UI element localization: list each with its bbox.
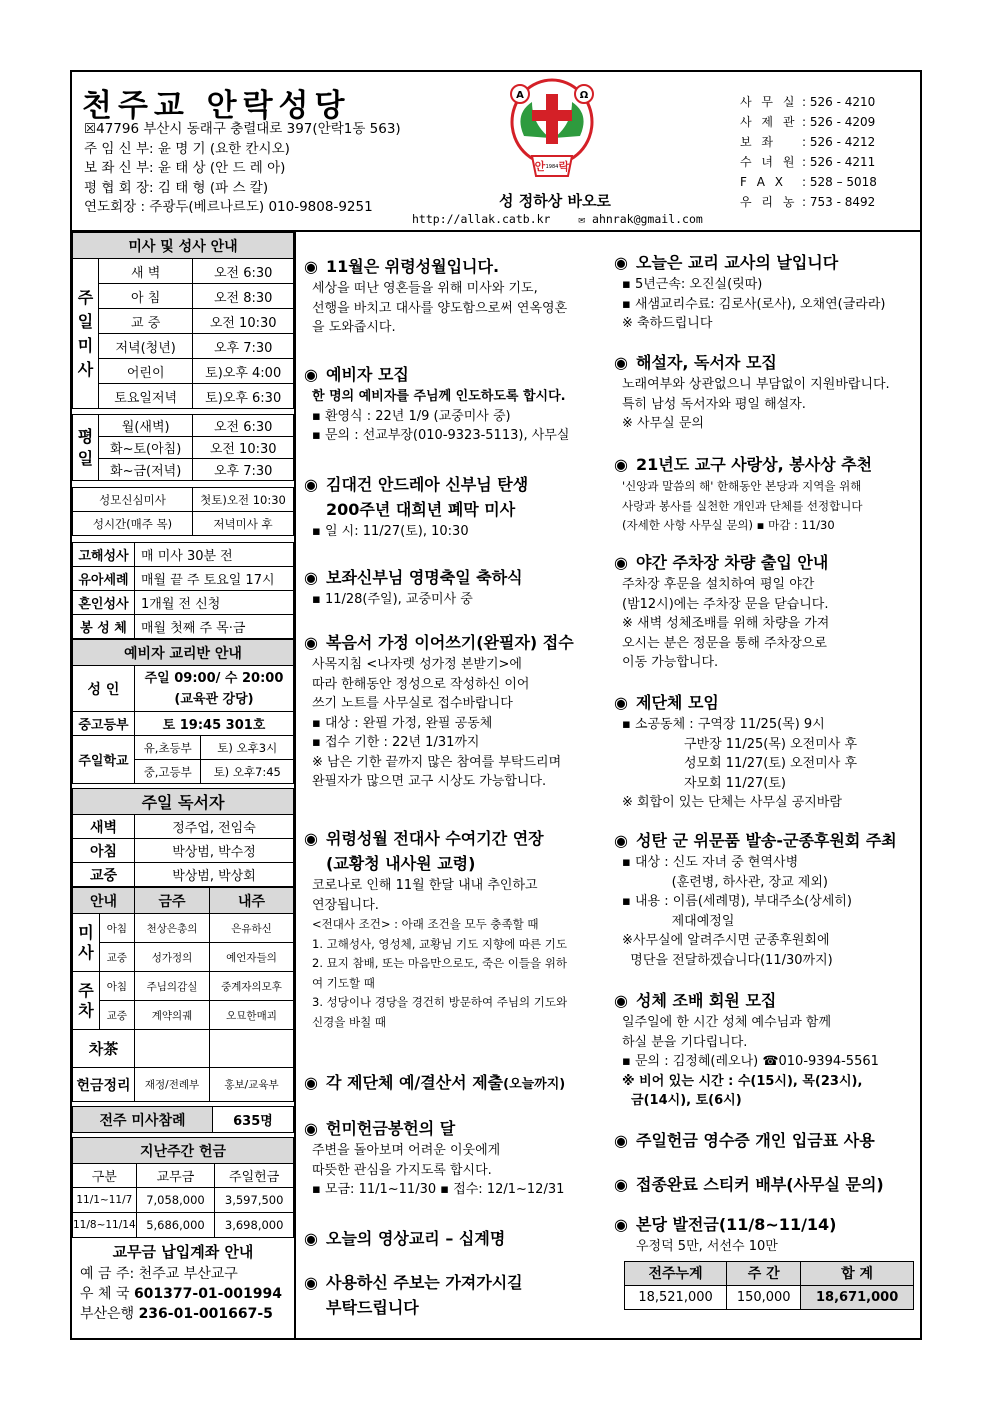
notice-marker-icon: ◉ [304,257,318,276]
dev-head: 합 계 [801,1261,914,1285]
notice-award-recommend: ◉ 21년도 교구 사랑상, 봉사상 추천 '신앙과 말씀의 해' 한해동안 본당과 지역을 위해 사랑과 봉사를 실천한 개인과 단체를 선정합니다 (자세한 사항 사무실 문의) ▪ 마감 : 11/30 [614,452,920,536]
notice-marker-icon: ◉ [614,1215,628,1234]
notice-title: 본당 발전금(11/8~11/14) [636,1215,837,1234]
account-box [72,1238,294,1328]
notice-budget-report [304,1070,609,1097]
notice-title: 접종완료 스티커 배부(사무실 문의) [636,1175,884,1194]
offering-next-week: 홍보/교육부 [210,1068,294,1102]
notice-marker-icon: ◉ [304,829,318,848]
parish-info [84,120,401,218]
reader-names: 정주업, 전임숙 [135,815,294,839]
notice-marker-icon: ◉ [304,365,318,384]
notice-title: 오늘의 영상교리 – 십계명 [326,1229,506,1248]
duty-next-week: 오묘한매괴 [210,1001,294,1030]
mass-name: 화~토(아침) [99,437,193,459]
phone-row: 사 무 실 : 526 - 4210 [740,95,876,109]
notice-title: 제단체 모임 [636,693,719,712]
collection-period: 11/8~11/14 [73,1213,137,1238]
mass-name: 월(새벽) [99,415,193,437]
mass-time: 오전 6:30 [193,415,294,437]
notice-marker-icon: ◉ [304,475,318,494]
notice-rice-offering: ◉ 헌미헌금봉헌의 달 주변을 돌아보며 어려운 이웃에게 따뜻한 관심을 가지도록 합시다. ▪ 모금: 11/1~11/30 ▪ 접수: 12/1~12/31 [304,1116,609,1200]
phone-row: 우 리 농 : 753 - 8492 [740,195,876,209]
notice-title-cont: 200주년 대희년 폐막 미사 [326,500,516,519]
notice-group-meetings: ◉ 제단체 모임 ▪ 소공동체 : 구역장 11/25(목) 9시 구반장 11/25(목) 오전미사 후 성모회 11/27(토) 오전미사 후 자모회 11/27(토) ※ 회합이 있는 단체는 사무실 공지바람 [614,690,920,813]
notice-marker-icon: ◉ [614,1131,628,1150]
duty-name: 아침 [99,972,134,1001]
phone-row: F A X : 528 – 5018 [740,175,877,189]
attendance-value: 635명 [213,1107,294,1133]
collection-sunday: 3,597,500 [215,1188,294,1213]
mass-schedule-table [72,232,294,481]
right-column [614,232,920,1338]
duty-next-week: 은유하신 [210,914,294,943]
duty-head: 안내 [73,888,135,914]
sacrament-info: 매 미사 30분 전 [135,543,294,567]
dev-value: 18,521,000 [625,1285,727,1309]
duty-this-week: 천상은총의 [135,914,210,943]
notice-marker-icon: ◉ [304,1119,318,1138]
notice-development-fund [614,1212,920,1310]
duty-table [72,887,294,1102]
offering-label: 헌금정리 [73,1068,135,1102]
attendance-table [72,1106,294,1133]
notice-title: 보좌신부님 영명축일 축하식 [326,568,523,587]
notice-catechumen: ◉ 예비자 모집 한 명의 예비자를 주님께 인도하도록 합시다. ▪ 환영식 : 22년 1/9 (교중미사 중) ▪ 문의 : 선교부장(010-9323-5113), 사무실 [304,362,609,446]
notice-marker-icon: ◉ [614,831,628,850]
mass-title: 미사 및 성사 안내 [73,233,294,259]
notice-title: 오늘은 교리 교사의 날입니다 [636,253,839,272]
reader-table [72,788,294,887]
notice-marker-icon: ◉ [614,553,628,572]
notice-title: 해설자, 독서자 모집 [636,353,777,372]
duty-this-week: 주님의감실 [135,972,210,1001]
notice-marker-icon: ◉ [304,1229,318,1248]
notice-marker-icon: ◉ [614,1175,628,1194]
reader-mass: 아침 [73,839,135,863]
mass-time: 저녁미사 후 [193,512,294,536]
notice-title: 야간 주차장 차량 출입 안내 [636,553,829,572]
sacrament-info: 매월 끝 주 토요일 17시 [135,567,294,591]
bulletin-frame [70,70,922,1340]
mass-name: 화~금(저녁) [99,459,193,481]
collection-head: 구분 [73,1164,137,1188]
sacrament-table [72,542,294,639]
reader-mass: 교중 [73,863,135,887]
logo-omega: Ω [579,90,589,101]
duty-head: 내주 [210,888,294,914]
assistant-priest: 보 좌 신 부: 윤 태 상 (안 드 레 아) [84,160,286,176]
header [72,72,920,232]
catechumen-table [72,639,294,784]
collection-sunday: 3,698,000 [215,1213,294,1238]
notice-marker-icon: ◉ [614,353,628,372]
sacrament-info: 1개월 전 신청 [135,591,294,615]
parish-title: 천주교 안락성당 [82,88,351,124]
mass-time: 오후 7:30 [193,459,294,481]
notice-marker-icon: ◉ [304,633,318,652]
adult-label: 성 인 [73,666,135,712]
adult-place: (교육관 강당) [174,691,254,707]
address: ☒47796 부산시 동래구 충렬대로 397(안락1동 563) [84,121,401,137]
dev-value: 150,000 [727,1285,801,1309]
school-group: 유,초등부 [135,736,201,760]
phone-list [740,92,877,212]
notice-night-parking: ◉ 야간 주차장 차량 출입 안내 주차장 후문을 설치하여 평일 야간 (밤12시)에는 주차장 문을 닫습니다. ※ 새벽 성체조배를 위해 차량을 가져 오시는 분은 정문을 통해 주차장으로 이동 가능합니다. [614,550,920,673]
mass-name: 어린이 [99,359,193,384]
mass-name: 토요일저녁 [99,384,193,409]
collection-tithe: 5,686,000 [136,1213,215,1238]
teen-time: 토 19:45 301호 [135,712,294,736]
notice-title: 예비자 모집 [326,365,409,384]
notice-reader-recruit: ◉ 해설자, 독서자 모집 노래여부와 상관없으니 부담없이 지원바랍니다. 특히 남성 독서자와 평일 해설자. ※ 사무실 문의 [614,350,920,434]
notice-feast-day: ◉ 보좌신부님 영명축일 축하식 ▪ 11/28(주일), 교중미사 중 [304,565,609,610]
collection-title: 지난주간 헌금 [73,1138,294,1164]
duty-next-week: 예언자들의 [210,943,294,972]
dev-total: 18,671,000 [801,1285,914,1309]
account-row: 우 체 국 601377-01-001994 [80,1286,282,1302]
tea-this-week [135,1030,210,1068]
notice-video-catechism [304,1226,609,1251]
notice-take-bulletin [304,1270,609,1320]
pastor: 주 임 신 부: 윤 명 기 (요한 칸시오) [84,140,290,157]
notice-adoration: ◉ 성체 조배 회원 모집 일주일에 한 시간 성체 예수님과 함께 하실 분을 기다립니다. ▪ 문의 : 김정혜(레오나) ☎010-9394-5561 ※ 비어 있는 시간 : 수(15시), 목(23시), 금(14시), 토(6시) [614,988,920,1111]
notice-title: 복음서 가정 이어쓰기(완필자) 접수 [326,633,574,652]
logo-cross-horizontal [532,110,572,121]
notice-title-cont: 부탁드립니다 [326,1298,419,1317]
notice-deadline: (오늘까지) [503,1077,566,1092]
duty-head: 금주 [135,888,210,914]
mass-time: 오전 8:30 [193,284,294,309]
reader-names: 박상범, 박수정 [135,839,294,863]
reader-title: 주일 독서자 [73,789,294,815]
duty-name: 교중 [99,1001,134,1030]
account-row: 예 금 주: 천주교 부산교구 [80,1266,238,1282]
phone-row: 수 녀 원 : 526 - 4211 [740,155,876,169]
duty-name: 아침 [99,914,134,943]
duty-mass-label: 미사 [73,914,100,972]
council-president: 평 협 회 장: 김 태 형 (파 스 칼) [84,179,269,196]
mass-name: 저녁(청년) [99,334,193,359]
mass-name: 아 침 [99,284,193,309]
phone-row: 보 좌 : 526 - 4212 [740,135,876,149]
homepage-link[interactable]: http://allak.catb.kr [412,212,551,226]
notice-indulgence: ◉ 위령성월 전대사 수여기간 연장 (교황청 내사원 교령) 코로나로 인해 11월 한달 내내 추인하고 연장됩니다. <전대사 조건> : 아래 조건을 모두 충족할 때 1. 고해성사, 영성체, 교황님 기도 지향에 따른 기도 2. 묘지 참배, 또는 마음만으로도, 죽은 이들을 위하 여 기도할 때 3. 성당이나 경당을 경건히 방문하여 주님의 기도와 신경을 바칠 때 [304,826,609,1032]
mass-time: 토)오후 4:00 [193,359,294,384]
development-fund-table [624,1261,914,1310]
notice-remembrance-month: ◉ 11월은 위령성월입니다. 세상을 떠난 영혼들을 위해 미사와 기도, 선행을 바치고 대사를 양도함으로써 연옥영혼 을 도와줍시다. [304,254,609,338]
school-label: 주일학교 [73,736,135,784]
school-time: 토) 오후7:45 [201,760,294,784]
duty-name: 교중 [99,943,134,972]
notice-marker-icon: ◉ [304,568,318,587]
mass-time: 토)오후 6:30 [193,384,294,409]
catechumen-title: 예비자 교리반 안내 [73,640,294,666]
weekday-label: 평일 [73,415,99,481]
reader-names: 박상범, 박상회 [135,863,294,887]
notice-jubilee-mass: ◉ 김대건 안드레아 신부님 탄생 200주년 대희년 폐막 미사 ▪ 일 시: 11/27(토), 10:30 [304,472,609,542]
notice-marker-icon: ◉ [304,1073,318,1092]
mass-time: 오전 10:30 [193,309,294,334]
notice-marker-icon: ◉ [304,1273,318,1292]
logo-left-char: 안 [534,160,546,173]
parish-motto: 성 정하상 바오로 [499,192,611,210]
notice-title: 성체 조배 회원 모집 [636,991,777,1010]
mass-name: 교 중 [99,309,193,334]
mass-time: 첫토)오전 10:30 [193,488,294,512]
mass-time: 오전 10:30 [193,437,294,459]
collection-period: 11/1~11/7 [73,1188,137,1213]
parish-logo [502,76,602,186]
logo-right-char: 락 [558,160,570,173]
youth-president: 연도회장 : 주광두(베르나르도) 010-9808-9251 [84,199,373,215]
notice-title: 11월은 위령성월입니다. [326,257,500,276]
middle-column [304,232,609,1338]
mass-name: 성시간(매주 목) [73,512,193,536]
dev-head: 전주누계 [625,1261,727,1285]
sacrament-name: 봉 성 체 [73,615,135,639]
account-row: 부산은행 236-01-001667-5 [80,1306,273,1322]
notice-marker-icon: ◉ [614,455,628,474]
collection-table [72,1137,294,1238]
notice-title: 21년도 교구 사랑상, 봉사상 추천 [636,455,873,474]
donor-list: 우정덕 5만, 서선수 10만 [636,1239,778,1254]
notice-title-cont: (교황청 내사원 교령) [326,854,476,873]
collection-head: 교무금 [136,1164,215,1188]
notice-title: 각 제단체 예/결산서 제출 [326,1073,504,1092]
collection-head: 주일헌금 [215,1164,294,1188]
account-title: 교무금 납입계좌 안내 [112,1243,254,1261]
notice-title: 주일헌금 영수증 개인 입금표 사용 [636,1131,875,1150]
offering-this-week: 재정/전례부 [135,1068,210,1102]
notice-receipt [614,1128,920,1153]
mass-time: 오전 6:30 [193,259,294,284]
dev-head: 주 간 [727,1261,801,1285]
sacrament-name: 혼인성사 [73,591,135,615]
notice-marker-icon: ◉ [614,991,628,1010]
email-link[interactable]: ✉ ahnrak@gmail.com [578,212,703,226]
notice-military-gift: ◉ 성탄 군 위문품 발송-군종후원회 주최 ▪ 대상 : 신도 자녀 중 현역사병 (훈련병, 하사관, 장교 제외) ▪ 내용 : 이름(세례명), 부대주소(상세히) 제대예정일 ※사무실에 알려주시면 군종후원회에 명단을 전달하겠습니다(11/30까지) [614,828,920,970]
duty-this-week: 성가정의 [135,943,210,972]
school-time: 토) 오후3시 [201,736,294,760]
phone-row: 사 제 관 : 526 - 4209 [740,115,876,129]
notice-title: 김대건 안드레아 신부님 탄생 [326,475,529,494]
sacrament-info: 매월 첫째 주 목·금 [135,615,294,639]
mass-name: 성모신심미사 [73,488,193,512]
logo-year: 1984 [545,164,559,170]
notice-vaccine-sticker [614,1172,920,1197]
adult-time: 주일 09:00/ 수 20:00 [144,670,284,686]
notice-title: 헌미헌금봉헌의 달 [326,1119,456,1138]
school-group: 중,고등부 [135,760,201,784]
duty-next-week: 중계자의모후 [210,972,294,1001]
teen-label: 중고등부 [73,712,135,736]
sacrament-name: 고해성사 [73,543,135,567]
contact-links [412,212,703,226]
tea-label: 차茶 [73,1030,135,1068]
duty-park-label: 주차 [73,972,100,1030]
notice-marker-icon: ◉ [614,253,628,272]
left-column [72,232,296,1338]
notice-title: 위령성월 전대사 수여기간 연장 [326,829,544,848]
notice-marker-icon: ◉ [614,693,628,712]
attendance-label: 전주 미사참례 [73,1107,213,1133]
tea-next-week [210,1030,294,1068]
mass-name: 새 벽 [99,259,193,284]
mass-time: 오후 7:30 [193,334,294,359]
sacrament-name: 유아세례 [73,567,135,591]
sunday-label: 주일미사 [73,259,99,409]
notice-teacher-day: ◉ 오늘은 교리 교사의 날입니다 ▪ 5년근속: 오진실(릿따) ▪ 새샘교리수료: 김로사(로사), 오채연(글라라) ※ 축하드립니다 [614,250,920,334]
notice-gospel-writing: ◉ 복음서 가정 이어쓰기(완필자) 접수 사목지침 <나자렛 성가정 본받기>에 따라 한해동안 정성으로 작성하신 이어 쓰기 노트를 사무실로 접수바랍니다 ▪ 대상 : 완필 가정, 완필 공동체 ▪ 접수 기한 : 22년 1/31까지 ※ 남은 기한 끝까지 많은 참여를 부탁드리며 완필자가 많으면 교구 시상도 가능합니다. [304,630,609,792]
reader-mass: 새벽 [73,815,135,839]
collection-tithe: 7,058,000 [136,1188,215,1213]
extra-mass-table [72,487,294,536]
notice-title: 사용하신 주보는 가져가시길 [326,1273,523,1292]
duty-this-week: 계약의궤 [135,1001,210,1030]
logo-alpha: A [516,90,524,101]
notice-title: 성탄 군 위문품 발송-군종후원회 주최 [636,831,897,850]
